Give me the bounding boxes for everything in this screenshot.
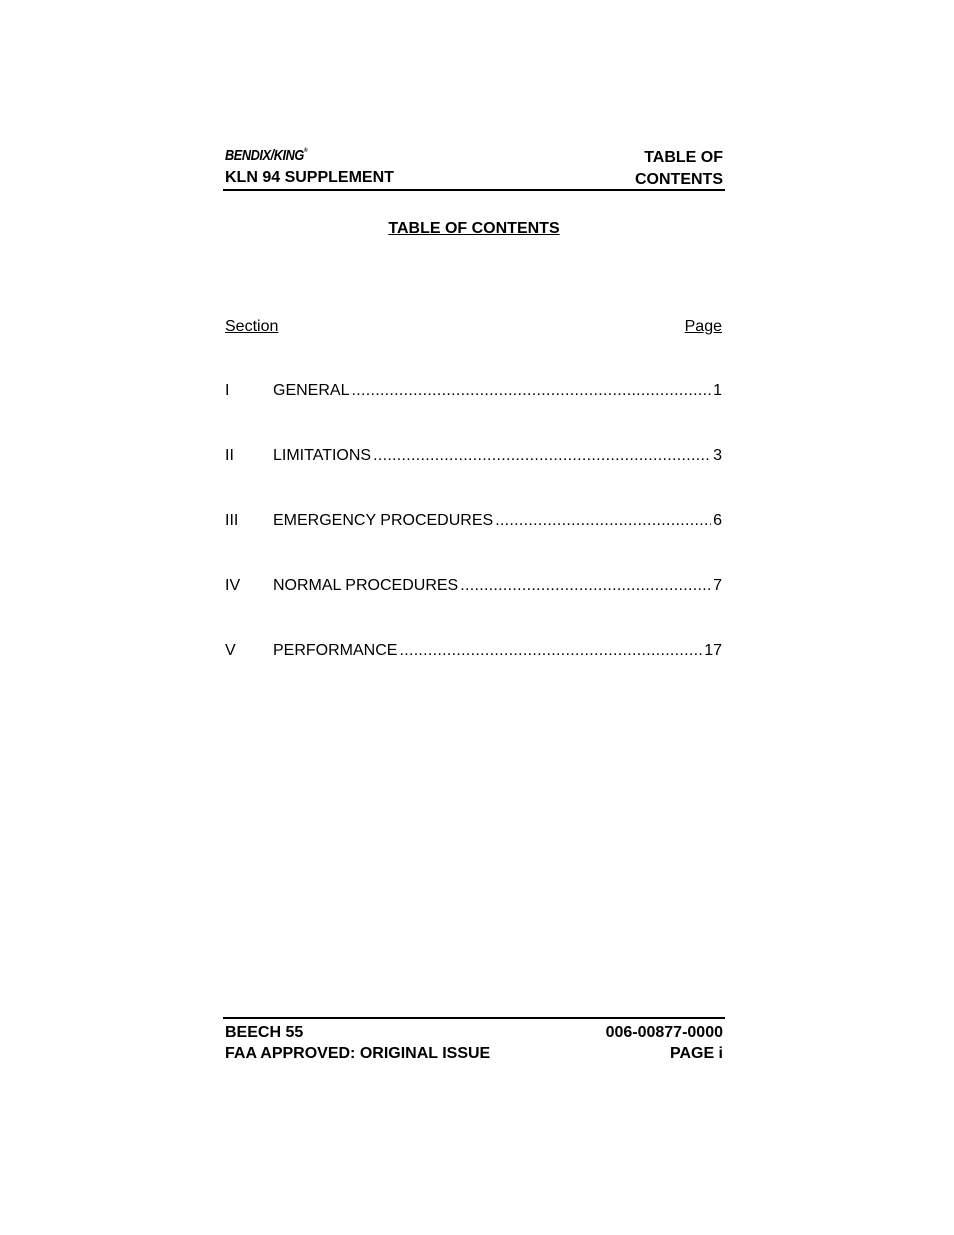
toc-item-number: IV [225, 577, 241, 594]
toc-item-label: NORMAL PROCEDURES [273, 577, 459, 594]
toc-item-page: 17 [704, 642, 722, 659]
toc-item-number: I [225, 382, 230, 399]
toc-item-label: GENERAL [273, 382, 350, 399]
header-section-line1: TABLE OF [644, 149, 723, 166]
header-section-label [635, 147, 723, 191]
page-header [223, 144, 725, 191]
registered-mark: ® [303, 148, 308, 154]
header-subtitle: KLN 94 SUPPLEMENT [225, 169, 394, 186]
aircraft-model: BEECH 55 [225, 1024, 304, 1041]
toc-item-label: LIMITATIONS [273, 447, 372, 464]
toc-item-page: 3 [713, 447, 722, 464]
page-footer [223, 1017, 725, 1069]
toc-item[interactable] [223, 512, 725, 577]
toc-item-label: EMERGENCY PROCEDURES [273, 512, 494, 529]
footer-left [225, 1022, 490, 1064]
toc-item-page: 1 [713, 382, 722, 399]
toc-item[interactable] [223, 382, 725, 447]
toc-item[interactable] [223, 447, 725, 512]
column-header-page: Page [684, 318, 722, 335]
approval-status: FAA APPROVED: ORIGINAL ISSUE [225, 1045, 491, 1062]
toc-item[interactable] [223, 577, 725, 642]
toc-item[interactable] [223, 642, 725, 707]
toc-item-page: 7 [713, 577, 722, 594]
dot-leader [460, 577, 711, 595]
toc-item-label: PERFORMANCE [273, 642, 398, 659]
toc-item-number: III [225, 512, 239, 529]
page-title: TABLE OF CONTENTS [388, 220, 560, 237]
brand-logo: BENDIX/KING® [225, 147, 308, 164]
toc-item-number: V [225, 642, 236, 659]
page-number: PAGE i [669, 1045, 723, 1062]
toc-item-number: II [225, 447, 234, 464]
document-page [223, 0, 725, 1235]
toc-list [223, 382, 725, 707]
dot-leader [495, 512, 711, 530]
dot-leader [351, 382, 711, 400]
column-header-section: Section [225, 318, 279, 335]
footer-right [606, 1022, 723, 1064]
toc-item-page: 6 [713, 512, 722, 529]
header-section-line2: CONTENTS [635, 171, 723, 188]
dot-leader [399, 642, 702, 660]
document-number: 006-00877-0000 [605, 1024, 723, 1041]
dot-leader [373, 447, 711, 465]
